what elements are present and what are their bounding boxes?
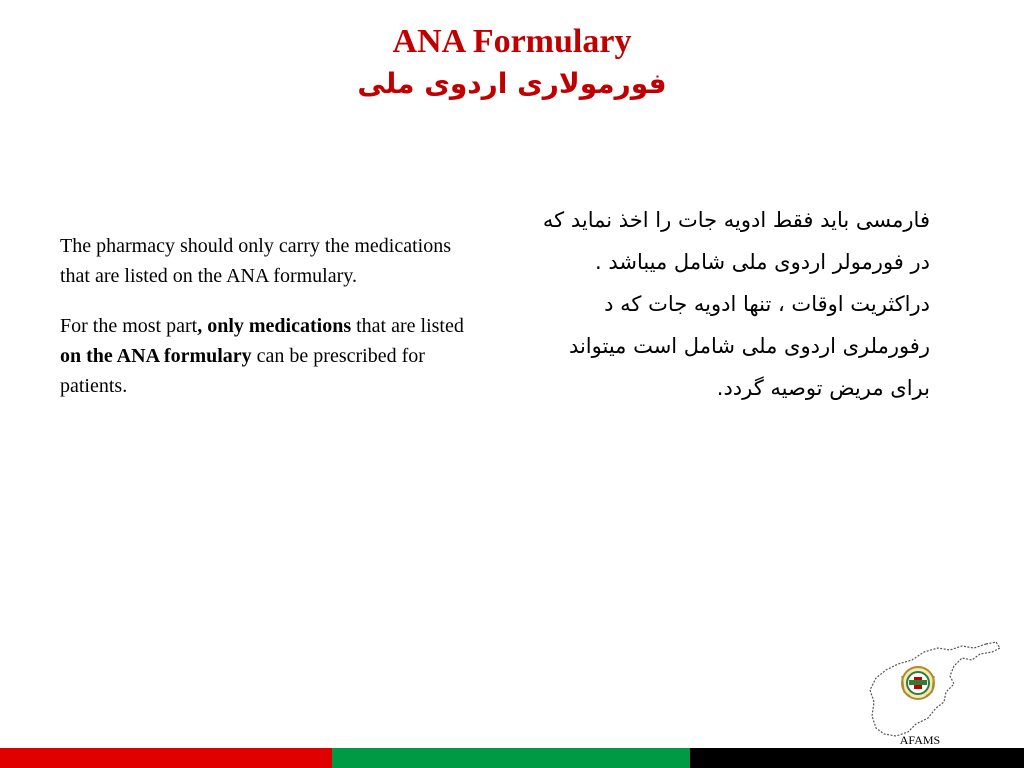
english-paragraph-2-bold-1: , only medications bbox=[197, 315, 352, 337]
english-paragraph-2-part-2: that are listed bbox=[351, 315, 464, 337]
english-paragraph-2-part-3: can be prescribed for patients. bbox=[60, 345, 425, 397]
english-paragraph-2-part-1: For the most part bbox=[60, 315, 198, 337]
slide-title: ANA Formulary bbox=[392, 23, 632, 60]
footer-bar-red bbox=[0, 748, 332, 768]
emblem-icon bbox=[902, 667, 934, 699]
english-paragraph-2-bold-2: on the ANA formulary bbox=[60, 345, 252, 367]
dari-paragraph-2: دراکثریت اوقات ، تنها ادویه جات که د رفورملری اردوی ملی شامل است میتواند برای مریض توصیه گردد. bbox=[568, 292, 930, 400]
slide-subtitle: فورمولاری اردوی ملی bbox=[357, 67, 667, 100]
dari-paragraph-1: فارمسی باید فقط ادویه جات را اخذ نماید که در فورمولر اردوی ملی شامل میباشد . bbox=[542, 208, 930, 274]
english-text-block bbox=[60, 231, 480, 421]
afghanistan-map-outline bbox=[870, 642, 1000, 736]
english-paragraph-1: The pharmacy should only carry the medications that are listed on the ANA formulary. bbox=[60, 235, 451, 287]
afghanistan-map-logo bbox=[866, 636, 1002, 744]
footer-color-bar bbox=[0, 748, 1024, 768]
afams-label: AFAMS bbox=[899, 733, 941, 747]
dari-text-block bbox=[528, 199, 930, 409]
footer-bar-black bbox=[690, 748, 1024, 768]
english-paragraph-2 bbox=[60, 311, 480, 401]
footer-bar-green bbox=[332, 748, 690, 768]
